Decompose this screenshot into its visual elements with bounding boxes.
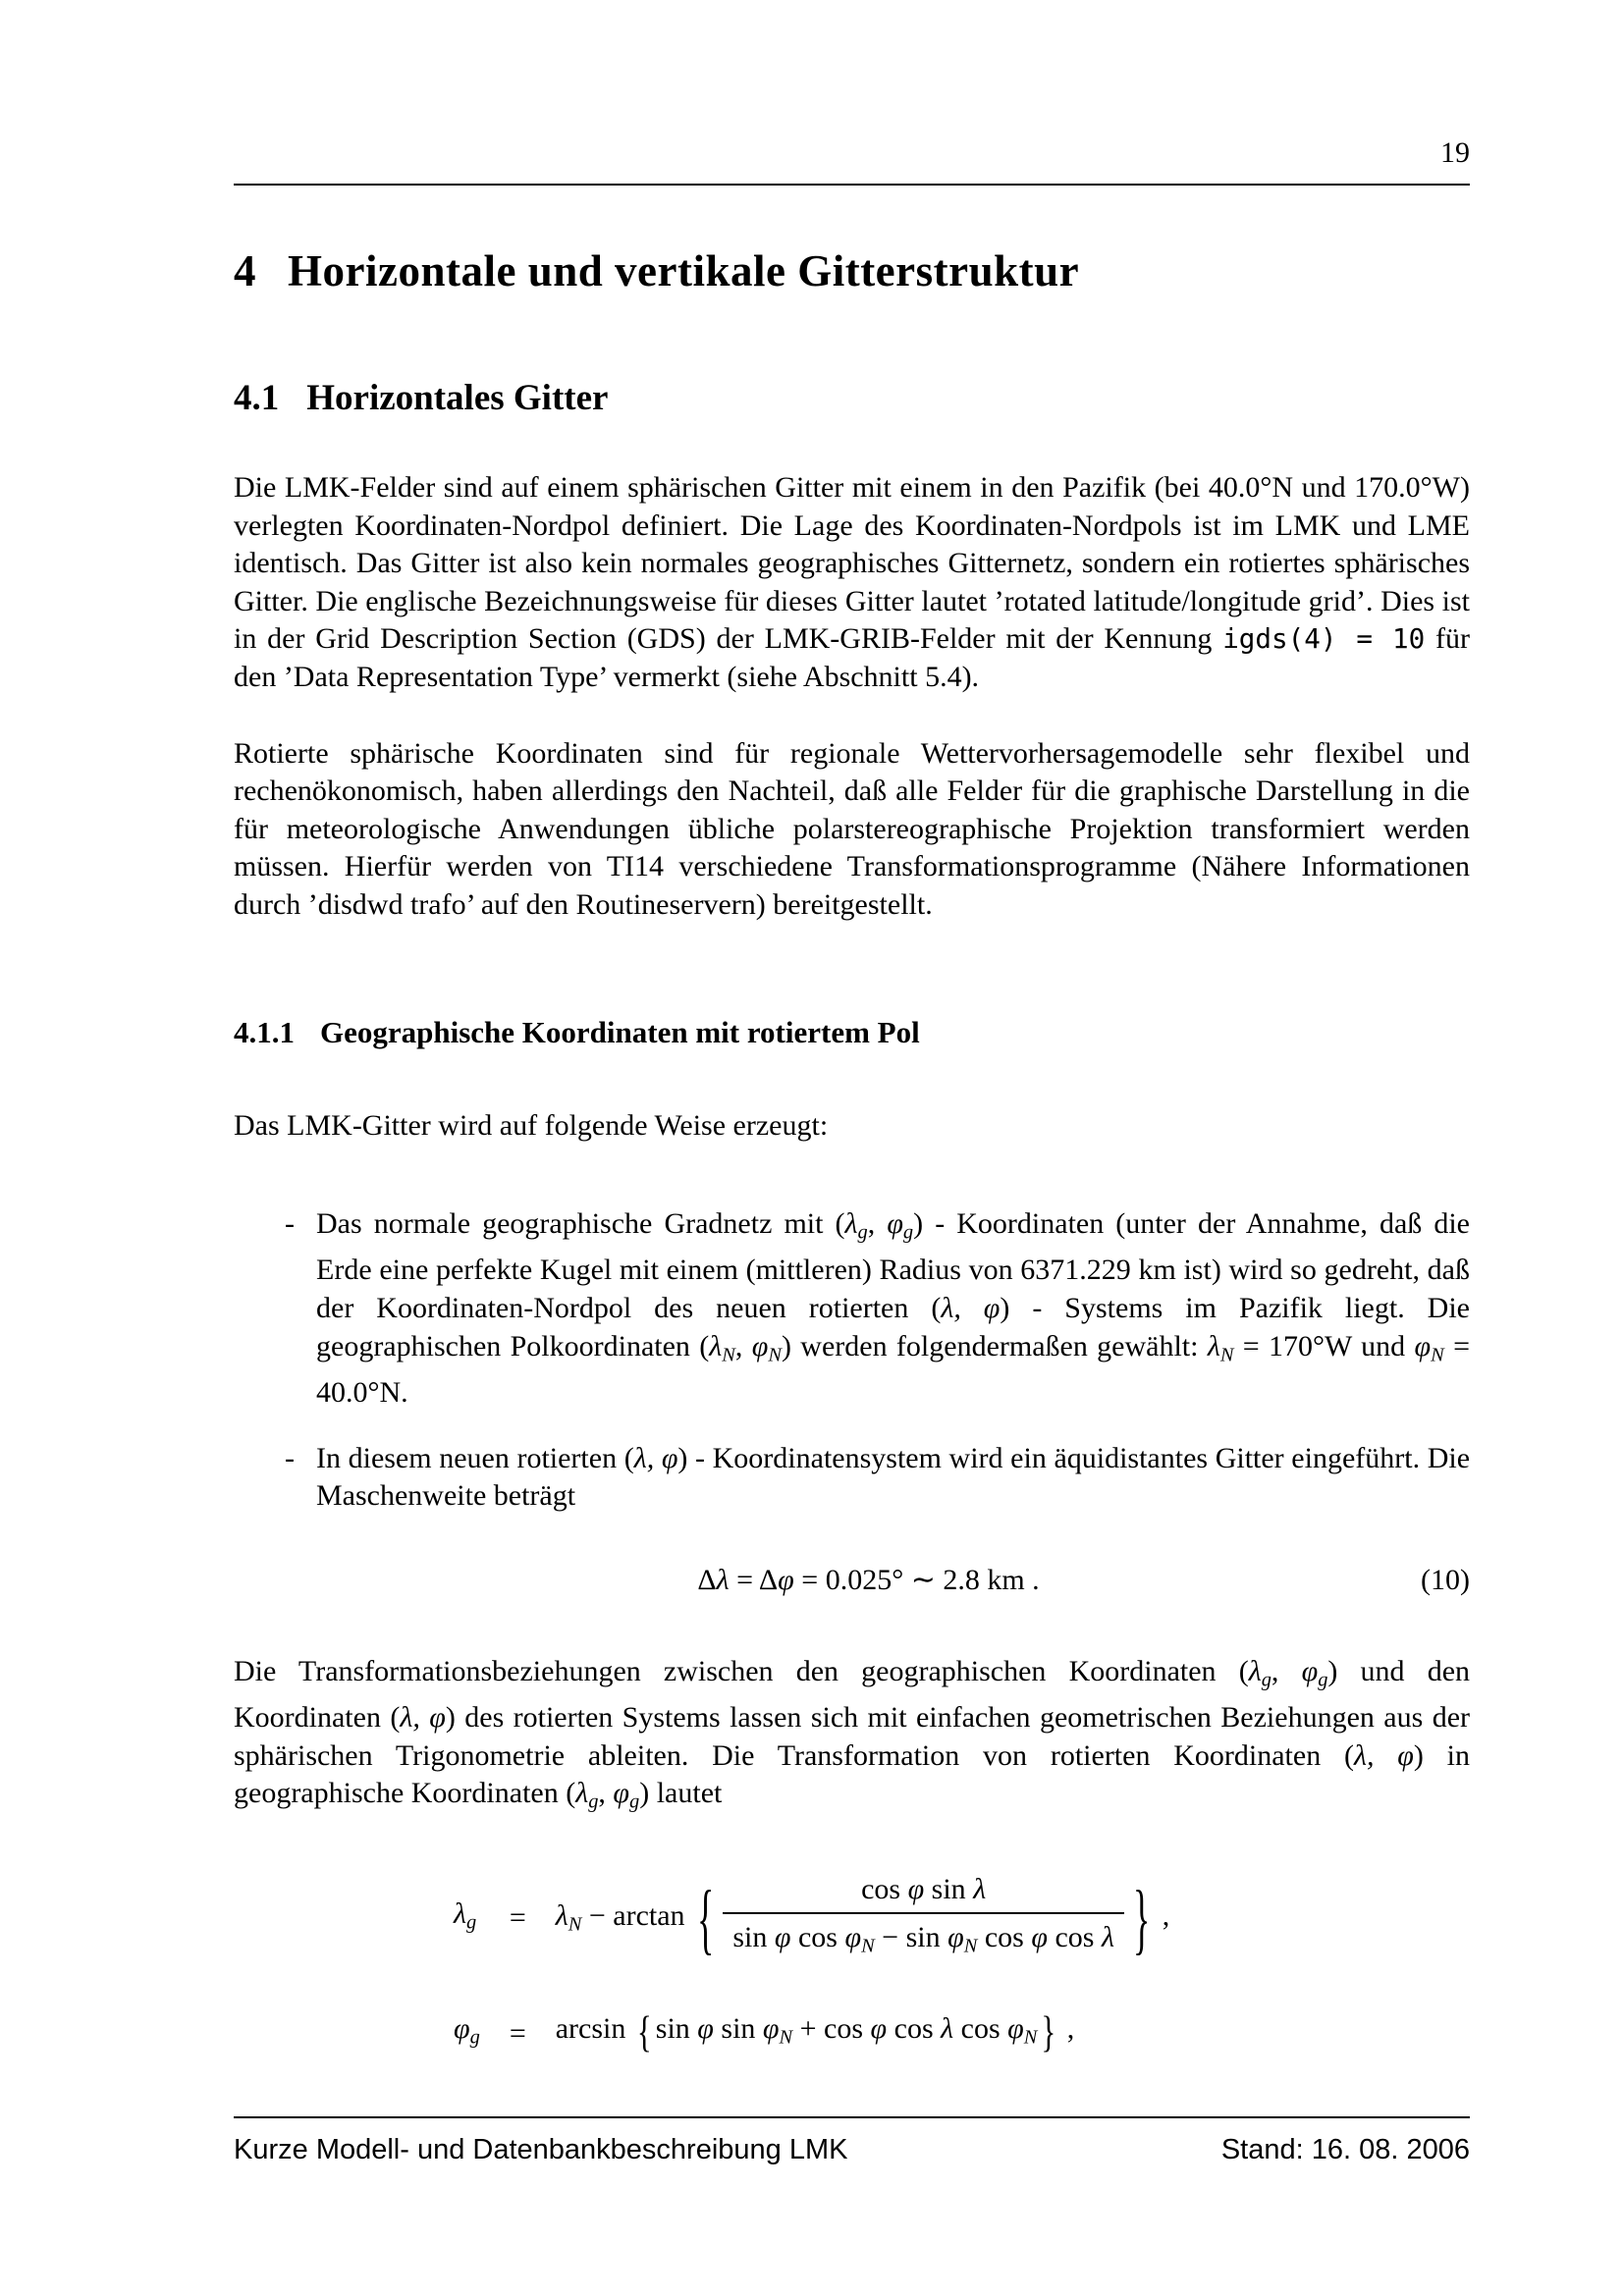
equals-sign: =: [509, 1901, 526, 1935]
footer-date: Stand: 16. 08. 2006: [1220, 2134, 1470, 2165]
subsubsection-heading: [234, 1013, 1470, 1052]
subsection-number: 4.1: [234, 378, 280, 418]
section-number: 4: [234, 246, 256, 295]
subsubsection-number: 4.1.1: [234, 1014, 295, 1049]
paragraph-rotated-coordinates: Rotierte sphärische Koordinaten sind für regionale Wettervorhersagemodelle sehr flexibel und rechenökonomisch, haben allerdings den Nachteil, daß alle Felder für die graphische Darstellung in die für meteorologische Anwendungen übliche polarstereographische Projektion transformiert werden müssen. Hierfür werden von TI14 verschiedene Transformationsprogramme (Nähere Informationen durch ’disdwd trafo’ auf den Routineservern) bereitgestellt.: [234, 736, 1470, 921]
equation-lambda-lhs: λg: [454, 1896, 477, 1934]
equation-phi-rhs: arcsin { sin φ sin φN + cos φ cos λ cos φN } ,: [555, 2006, 1075, 2056]
equation-number: (10): [1421, 1563, 1470, 1596]
subsection-title: Horizontales Gitter: [306, 378, 609, 418]
text-column: [234, 0, 1470, 2057]
section-heading: [234, 244, 1470, 297]
list-item: [234, 1205, 1470, 1412]
list-intro-line: Das LMK-Gitter wird auf folgende Weise erzeugt:: [234, 1108, 829, 1142]
header-rule: [234, 184, 1470, 186]
list-item-dash: -: [285, 1441, 295, 1474]
equation-mesh-width-body: Δλ = Δφ = 0.025° ∼ 2.8 km .: [697, 1563, 1040, 1596]
equals-sign: =: [509, 2016, 526, 2050]
footer-text-row: [234, 2134, 1470, 2166]
footer-document-title: Kurze Modell- und Datenbankbeschreibung LMK: [234, 2134, 848, 2165]
paragraph-transformation: Die Transformationsbeziehungen zwischen den geographischen Koordinaten (λg, φg) und den Koordinaten (λ, φ) des rotierten Systems lassen sich mit einfachen geometrischen Beziehungen aus der sphärischen Trigonometrie ableiten. Die Transformation von rotierten Koordinaten (λ, φ) in geographische Koordinaten (λg, φg) lautet: [234, 1654, 1471, 1813]
page-footer: [234, 2116, 1470, 2166]
paragraph-grid-definition: Die LMK-Felder sind auf einem sphärischen Gitter mit einem in den Pazifik (bei 40.0°N und 170.0°W) verlegten Koordinaten-Nordpol definiert. Die Lage des Koordinaten-Nordpols ist im LMK und LME identisch. Das Gitter ist also kein normales geographisches Gitternetz, sondern ein rotiertes sphärisches Gitter. Die englische Bezeichnungsweise für dieses Gitter lautet ’rotated latitude/longitude grid’. Dies ist in der Grid Description Section (GDS) der LMK-GRIB-Felder mit der Kennung igds(4) = 10 für den ’Data Representation Type’ vermerkt (siehe Abschnitt 5.4).: [234, 471, 1470, 693]
page-number: 19: [1440, 136, 1470, 169]
subsubsection-title: Geographische Koordinaten mit rotiertem Pol: [320, 1014, 920, 1049]
list-item-dash: -: [285, 1207, 295, 1241]
list-item: [234, 1440, 1470, 1516]
equation-lambda-rhs: λN − arctan { $\frac{\text{cos φ sin λ}}{\text{sin φ cos φN − sin φN cos φ cos λ}}$ } ,: [556, 1870, 1169, 1966]
bullet-list: [234, 1205, 1470, 1516]
list-item-text: In diesem neuen rotierten (λ, φ) - Koordinatensystem wird ein äquidistantes Gitter eingeführt. Die Maschenweite beträgt: [316, 1441, 1471, 1513]
subsection-heading: [234, 376, 1470, 420]
equation-array-transformation: [454, 1870, 1470, 2056]
list-item-text: Das normale geographische Gradnetz mit (λg, φg) - Koordinaten (unter der Annahme, daß die Erde eine perfekte Kugel mit einem (mittleren) Radius von 6371.229 km ist) wird so gedreht, daß der Koordinaten-Nordpol des neuen rotierten (λ, φ) - Systems im Pazifik liegt. Die geographischen Polkoordinaten (λN, φN) werden folgendermaßen gewählt: λN = 170°W und φN = 40.0°N.: [316, 1207, 1470, 1409]
footer-rule: [234, 2116, 1470, 2118]
equation-phi-lhs: φg: [454, 2012, 480, 2049]
equation-mesh-width: [234, 1561, 1470, 1600]
section-title: Horizontale und vertikale Gitterstruktur: [288, 246, 1080, 295]
page-header: [234, 0, 1470, 171]
